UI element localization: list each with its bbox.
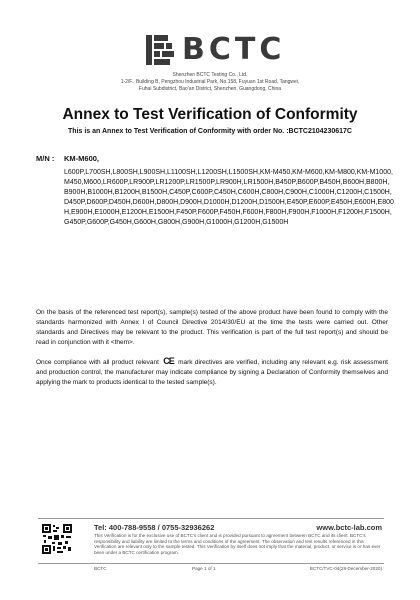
footer-phone: Tel: 400-788-9558 / 0755-32936262 [94, 523, 215, 532]
footer-disclaimer: This Verification is for the exclusive use of BCTC's client and is provided pursuant to agreement between BCTC and its client. BCTC's responsibility and liability are limited to the terms and conditions of the agreement. The observation and test results referenced in this Verification are relevant only to the sample tested. This Verification by itself does not imply that the material, product, or service is or has ever been under a BCTC certification program. [94, 533, 381, 555]
model-list: L600P,L700SH,L800SH,L900SH,L1100SH,L1200SH,L1500SH,KM-M450,KM-M600,KM-M800,KM-M1000,M450,M600,LR600P,LR900P,LR1200P,LR1500P,LR900H,LR1500H,B450P,B600P,B450H,B600H,B800H,B900H,B1000H,B1200H,B1500H,C450P,C600P,C450H,C600H,C800H,C900H,C1000H,C1200H,C1500H,D450P,D600P,D450H,D600H,D800H,D900H,D1000H,D1200H,D1500H,E450P,E600P,E450H,E600H,E800H,E900H,E1000H,E1200H,E1500H,F450P,F600P,F450H,F600H,F800H,F900H,F1000H,F1200H,F1500H,G450P,G600P,G450H,G600H,G800H,G900H,G1000H,G1200H,G1500H [64, 169, 394, 226]
qr-code-icon [42, 524, 72, 554]
conformity-paragraph: On the basis of the referenced test report(s), sample(s) tested of the above product have been found to comply with the standards harmonized with Annex I of Council Directive 2014/30/EU at the time the tests were carried out. Other standards and Directives may be relevant to the product. This verification is part of the full test report(s) and should be read in conjunction with it <them>. [36, 309, 388, 346]
compliance-paragraph [36, 356, 388, 388]
footer-bottom-divider [38, 563, 384, 564]
address-line-2: Fuhai Subdistrict, Bao'an District, Shenzhen, Guangdong, China [138, 86, 282, 92]
page-number: Page 1 of 1 [192, 566, 216, 571]
address-line-1: 1-2/F., Building B, Pengzhou Industrial Park, No.158, Fuyuan 1st Road, Tangwei, [120, 79, 300, 85]
ce-mark-icon: CE [163, 356, 174, 366]
page-title: Annex to Test Verification of Conformity [62, 106, 358, 123]
bctc-logo [146, 32, 285, 67]
compliance-text-end: mark directives are verified, including any relevant e.g. risk assessment and production control, the manufacturer may indicate compliance by signing a Declaration of Conformity themselves and applying the mark to products identical to the tested sample(s). [36, 359, 388, 386]
bctc-logo-icon [146, 35, 176, 65]
primary-model: KM-M600, [64, 154, 100, 163]
footer-company: BCTC [94, 566, 107, 571]
document-code: BCTC/TVC-04(28-December-2020) [309, 566, 382, 571]
model-number-label: M/N : [36, 154, 55, 163]
logo-text: BCTC [182, 32, 286, 67]
footer-divider [38, 518, 384, 519]
company-name: Shenzhen BCTC Testing Co., Ltd. [172, 72, 248, 78]
compliance-text-start: Once compliance with all product relevant [36, 359, 159, 366]
footer-website: www.bctc-lab.com [316, 523, 382, 532]
page-subtitle: This is an Annex to Test Verification of Conformity with order No. :BCTC2104230617C [68, 128, 352, 135]
